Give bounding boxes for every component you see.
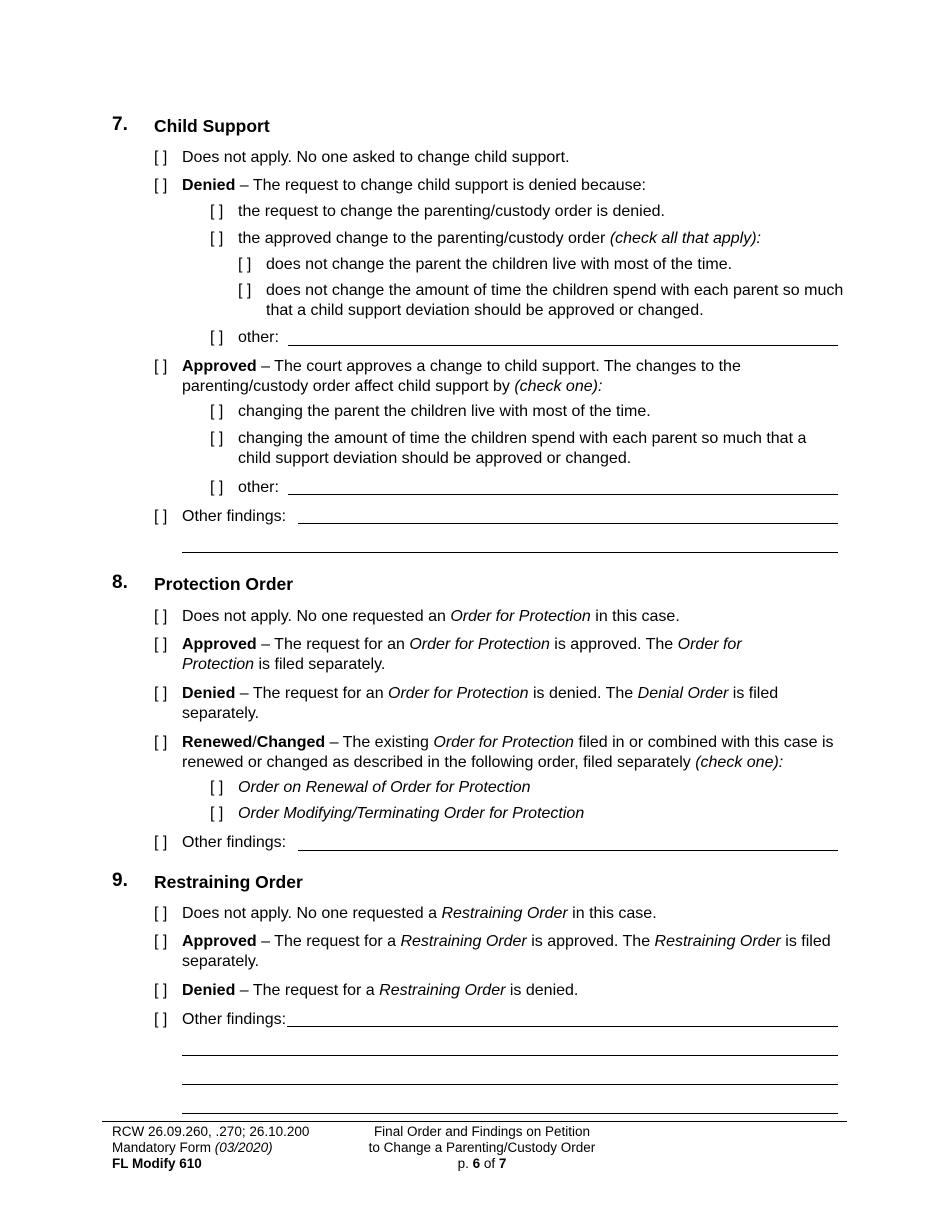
s8-renewal-order-text: Order on Renewal of Order for Protection (238, 779, 531, 796)
s9-not-apply-checkbox[interactable]: [ ] (154, 905, 168, 922)
s9-approved-label: Approved (182, 933, 257, 950)
s7-other-findings-input[interactable] (298, 523, 838, 524)
s9-approved-text: Approved – The request for a Restraining Order is approved. The Restraining Order is filed separately. (182, 933, 831, 970)
s7-denied-other-checkbox[interactable]: [ ] (210, 329, 224, 346)
s9-approved-checkbox[interactable]: [ ] (154, 933, 168, 950)
footer-title-1: Final Order and Findings on Petition (373, 1124, 591, 1139)
section-8-number: 8. (112, 572, 128, 593)
s7-not-apply-checkbox[interactable]: [ ] (154, 149, 168, 166)
footer-title-2: to Change a Parenting/Custody Order (368, 1140, 596, 1155)
s7-denied-b2-text: does not change the amount of time the children spend with each parent so much that a child support deviation should be approved or changed. (266, 282, 844, 319)
s7-denied-b-checkbox[interactable]: [ ] (210, 230, 224, 247)
s7-denied-b1-text: does not change the parent the children live with most of the time. (266, 256, 733, 273)
s8-other-findings-input[interactable] (298, 850, 838, 851)
section-7-title: Child Support (154, 116, 270, 136)
s8-approved-text: Approved – The request for an Order for Protection is approved. The Order for Protection is filed separately. (182, 636, 742, 673)
s9-other-findings-input-4[interactable] (182, 1113, 838, 1114)
s9-not-apply-text: Does not apply. No one requested a Restraining Order in this case. (182, 905, 657, 922)
s7-denied-a-text: the request to change the parenting/custody order is denied. (238, 203, 665, 220)
footer-divider (102, 1121, 847, 1122)
footer-center (352, 1124, 612, 1172)
s7-approved-label: Approved (182, 358, 257, 375)
s9-denied-text: Denied – The request for a Restraining Order is denied. (182, 982, 579, 999)
s7-approved-other-input[interactable] (288, 494, 838, 495)
s8-not-apply-text: Does not apply. No one requested an Order for Protection in this case. (182, 608, 680, 625)
s8-renewal-order-checkbox[interactable]: [ ] (210, 779, 224, 796)
footer-page-number: p. 6 of 7 (457, 1156, 507, 1171)
s8-approved-label: Approved (182, 636, 257, 653)
section-8-title: Protection Order (154, 574, 294, 594)
footer-mandatory: Mandatory Form (03/2020) (112, 1140, 273, 1155)
section-7-number: 7. (112, 114, 128, 135)
section-9-number: 9. (112, 870, 128, 891)
s9-denied-checkbox[interactable]: [ ] (154, 982, 168, 999)
s7-approved-a-text: changing the parent the children live with most of the time. (238, 403, 651, 420)
s8-modifying-order-checkbox[interactable]: [ ] (210, 805, 224, 822)
s8-changed-label: Changed (256, 734, 326, 751)
s7-approved-b-text: changing the amount of time the children spend with each parent so much that a child support deviation should be approved or changed. (238, 430, 807, 467)
s8-renewed-checkbox[interactable]: [ ] (154, 734, 168, 751)
footer-form-id: FL Modify 610 (112, 1156, 202, 1171)
s7-other-findings-checkbox[interactable]: [ ] (154, 508, 168, 525)
s8-denied-checkbox[interactable]: [ ] (154, 685, 168, 702)
s7-denied-b2-checkbox[interactable]: [ ] (238, 282, 252, 299)
s7-other-findings-label: Other findings: (182, 508, 287, 525)
s7-denied-label: Denied (182, 177, 236, 194)
s7-approved-other-checkbox[interactable]: [ ] (210, 479, 224, 496)
s9-other-findings-label: Other findings: (182, 1011, 287, 1028)
s7-approved-b-checkbox[interactable]: [ ] (210, 430, 224, 447)
s8-approved-checkbox[interactable]: [ ] (154, 636, 168, 653)
s8-renewed-label: Renewed (182, 734, 253, 751)
s7-other-findings-input-2[interactable] (182, 552, 838, 553)
s8-other-findings-checkbox[interactable]: [ ] (154, 834, 168, 851)
s9-other-findings-input-2[interactable] (182, 1055, 838, 1056)
s8-denied-label: Denied (182, 685, 236, 702)
s9-other-findings-input-3[interactable] (182, 1084, 838, 1085)
s9-denied-label: Denied (182, 982, 236, 999)
s8-denied-text: Denied – The request for an Order for Protection is denied. The Denial Order is filed separately. (182, 685, 779, 722)
s8-not-apply-checkbox[interactable]: [ ] (154, 608, 168, 625)
s7-not-apply-text: Does not apply. No one asked to change child support. (182, 149, 570, 166)
section-9-title: Restraining Order (154, 872, 303, 892)
s7-approved-a-checkbox[interactable]: [ ] (210, 403, 224, 420)
s7-denied-b-text: the approved change to the parenting/custody order (check all that apply): (238, 230, 761, 247)
footer-rcw: RCW 26.09.260, .270; 26.10.200 (112, 1124, 310, 1139)
s7-denied-other-input[interactable] (288, 345, 838, 346)
footer-left (112, 1124, 309, 1172)
s9-other-findings-input[interactable] (287, 1026, 838, 1027)
s7-approved-other-label: other: (238, 479, 279, 496)
s7-denied-a-checkbox[interactable]: [ ] (210, 203, 224, 220)
s8-modifying-order-text: Order Modifying/Terminating Order for Protection (238, 805, 585, 822)
s7-denied-text: Denied – The request to change child support is denied because: (182, 177, 646, 194)
s7-denied-other-label: other: (238, 329, 279, 346)
s7-denied-b1-checkbox[interactable]: [ ] (238, 256, 252, 273)
s8-renewed-text: Renewed/Changed – The existing Order for Protection filed in or combined with this case is renewed or changed as described in the following order, filed separately (check one): (182, 734, 834, 771)
s7-approved-checkbox[interactable]: [ ] (154, 358, 168, 375)
s7-denied-checkbox[interactable]: [ ] (154, 177, 168, 194)
s9-other-findings-checkbox[interactable]: [ ] (154, 1011, 168, 1028)
s7-approved-text: Approved – The court approves a change to child support. The changes to the parenting/custody order affect child support by (check one): (182, 358, 741, 395)
s8-other-findings-label: Other findings: (182, 834, 287, 851)
